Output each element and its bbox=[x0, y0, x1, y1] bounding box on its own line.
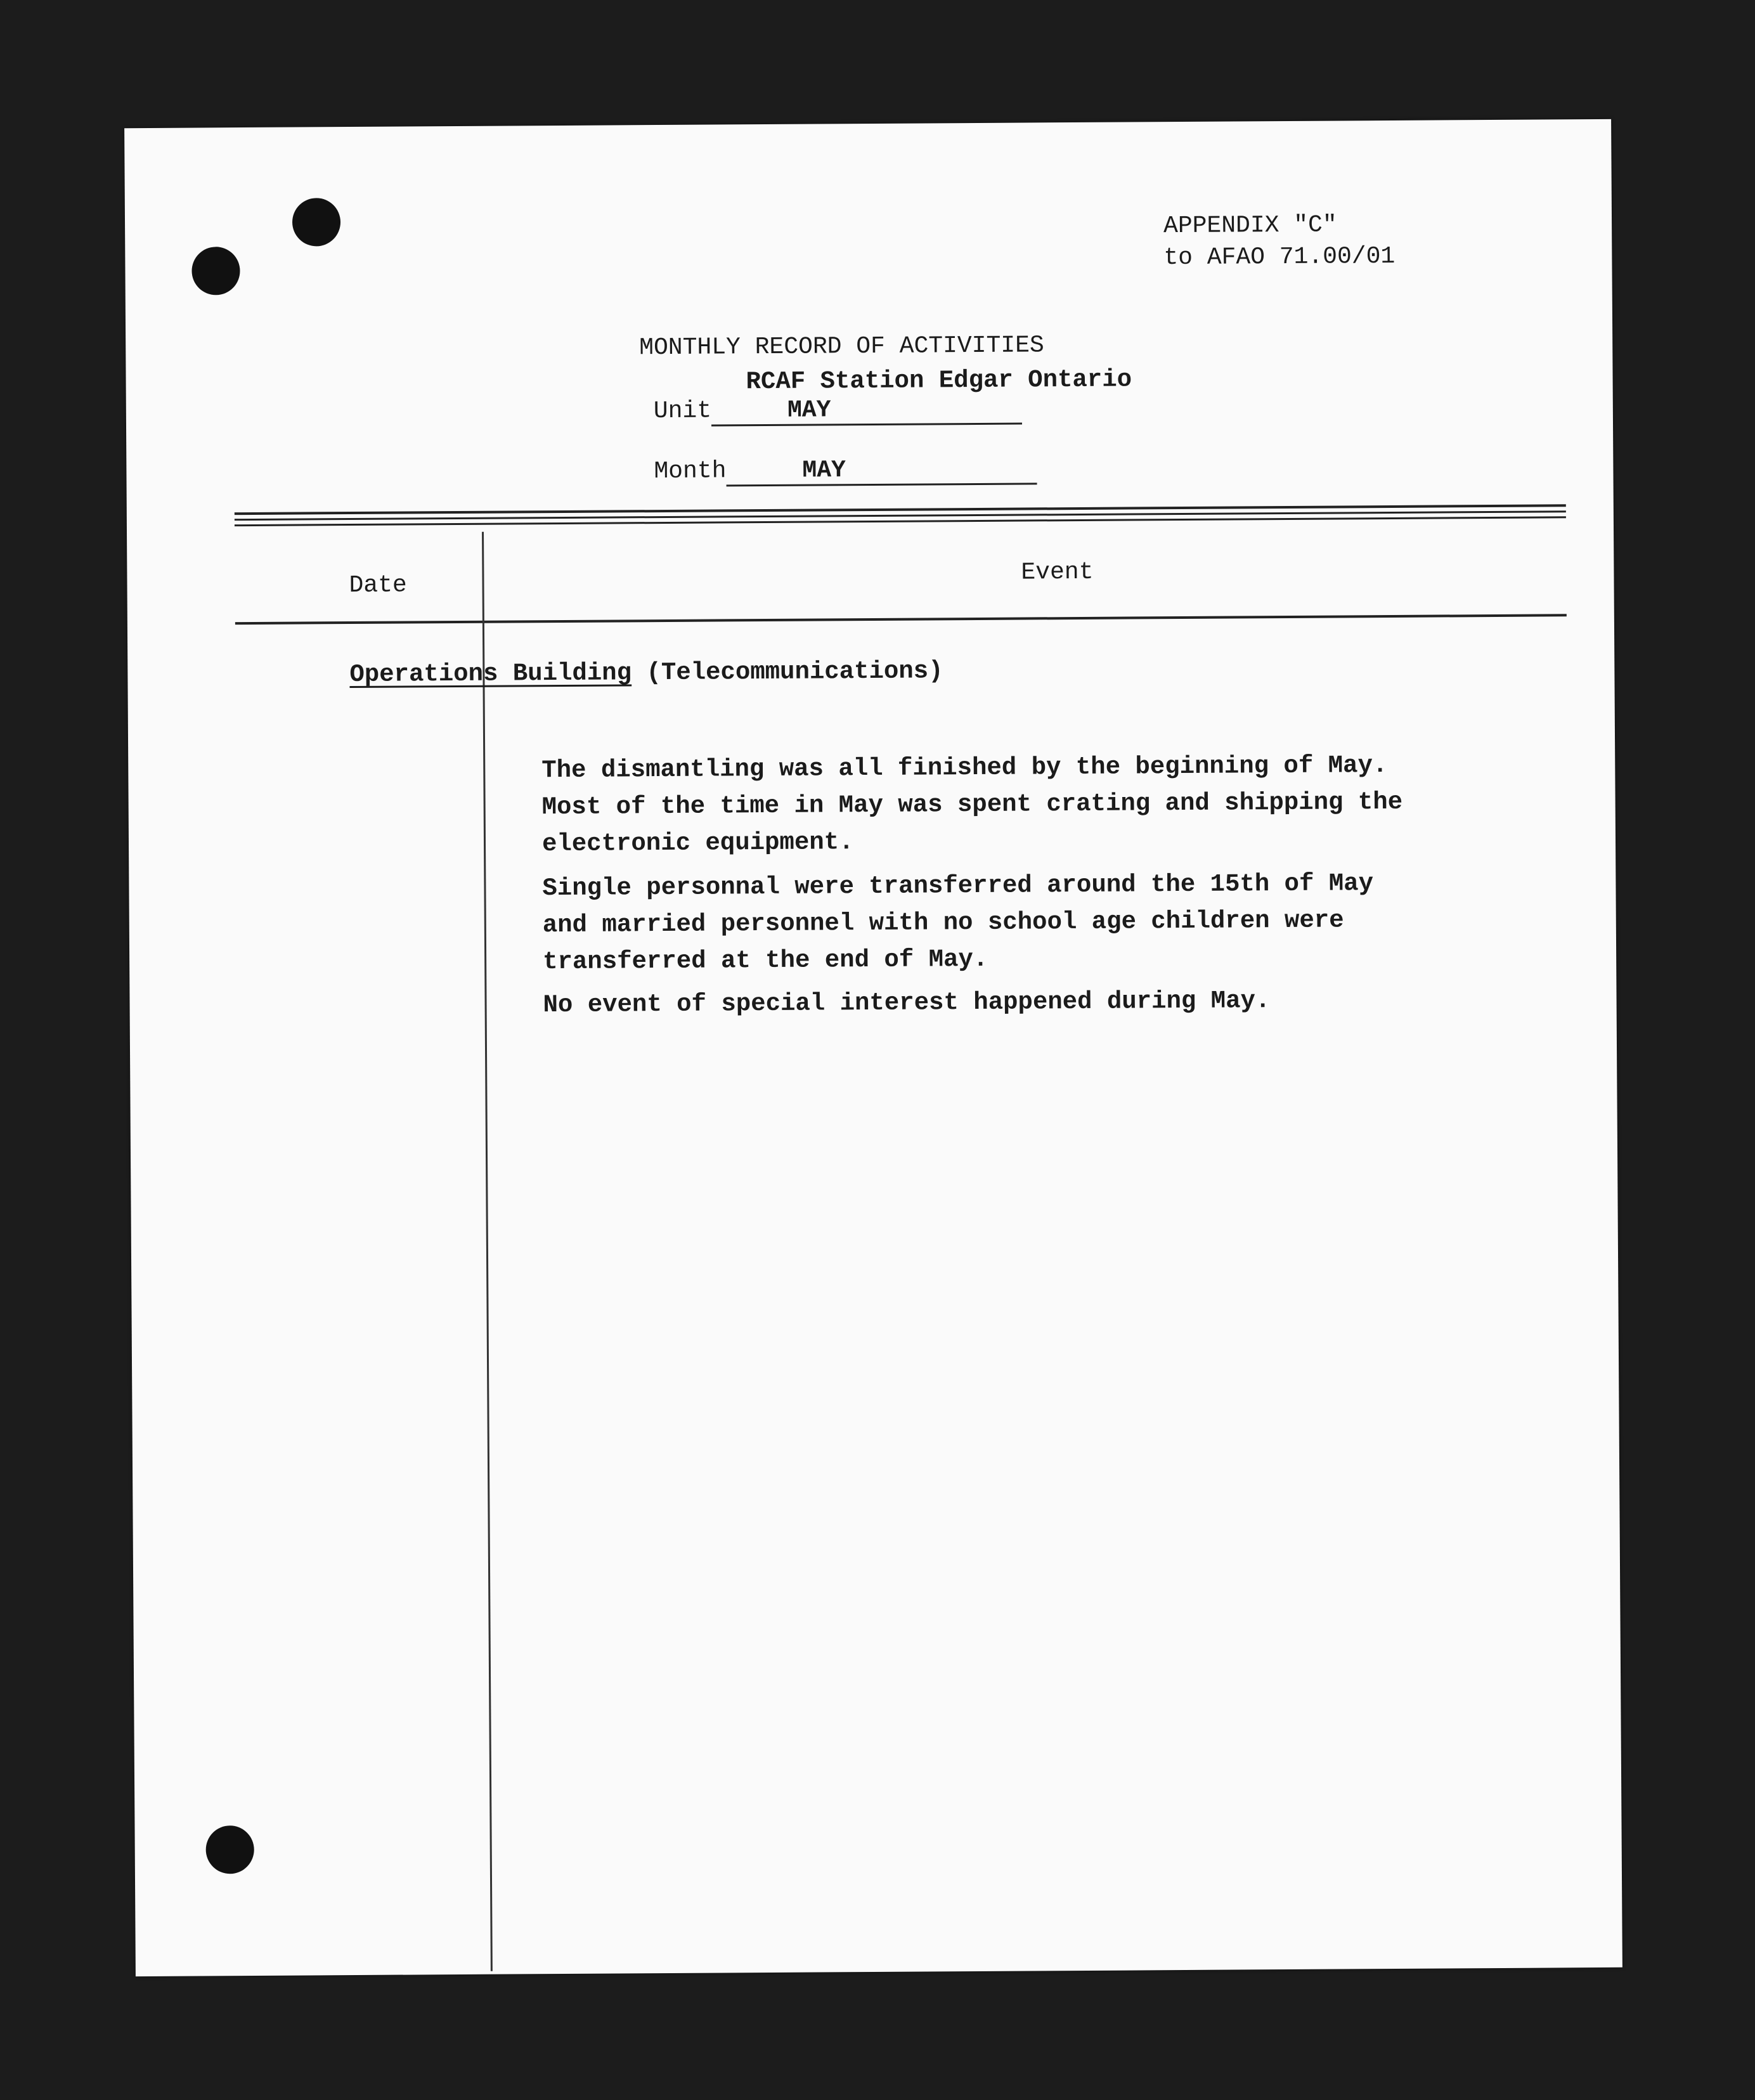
month-value: MAY bbox=[726, 455, 1037, 486]
appendix-line-2: to AFAO 71.00/01 bbox=[1163, 242, 1396, 272]
header-bottom-rule bbox=[235, 614, 1567, 625]
form-title: MONTHLY RECORD OF ACTIVITIES bbox=[639, 332, 1044, 362]
event-paragraph-3: No event of special interest happened during May. bbox=[543, 987, 1271, 1020]
column-header-date: Date bbox=[349, 571, 407, 600]
appendix-reference bbox=[1163, 209, 1395, 274]
punch-hole-top bbox=[292, 198, 340, 246]
document-page bbox=[124, 119, 1622, 1976]
month-label: Month bbox=[654, 457, 727, 486]
punch-hole-bottom bbox=[205, 1825, 254, 1874]
section-title: Operations Building bbox=[349, 659, 632, 689]
event-paragraph-1: The dismantling was all finished by the beginning of May. Most of the time in May was spent crating and shipping the electronic equipment. bbox=[541, 751, 1403, 859]
section-heading bbox=[349, 657, 943, 689]
unit-label: Unit bbox=[653, 397, 712, 425]
column-header-event: Event bbox=[1021, 558, 1094, 587]
unit-value: MAY bbox=[711, 396, 1022, 427]
column-divider bbox=[482, 532, 493, 1971]
station-name: RCAF Station Edgar Ontario bbox=[746, 365, 1132, 396]
section-subtitle: (Telecommunications) bbox=[646, 657, 943, 687]
month-field bbox=[654, 455, 1037, 487]
punch-hole-upper-left bbox=[191, 247, 240, 295]
unit-field bbox=[654, 396, 1022, 427]
event-paragraph-2: Single personnal were transferred around the 15th of May and married personnel with no school age children were transferred at the end of May. bbox=[542, 869, 1374, 976]
appendix-line-1: APPENDIX "C" bbox=[1163, 211, 1337, 240]
